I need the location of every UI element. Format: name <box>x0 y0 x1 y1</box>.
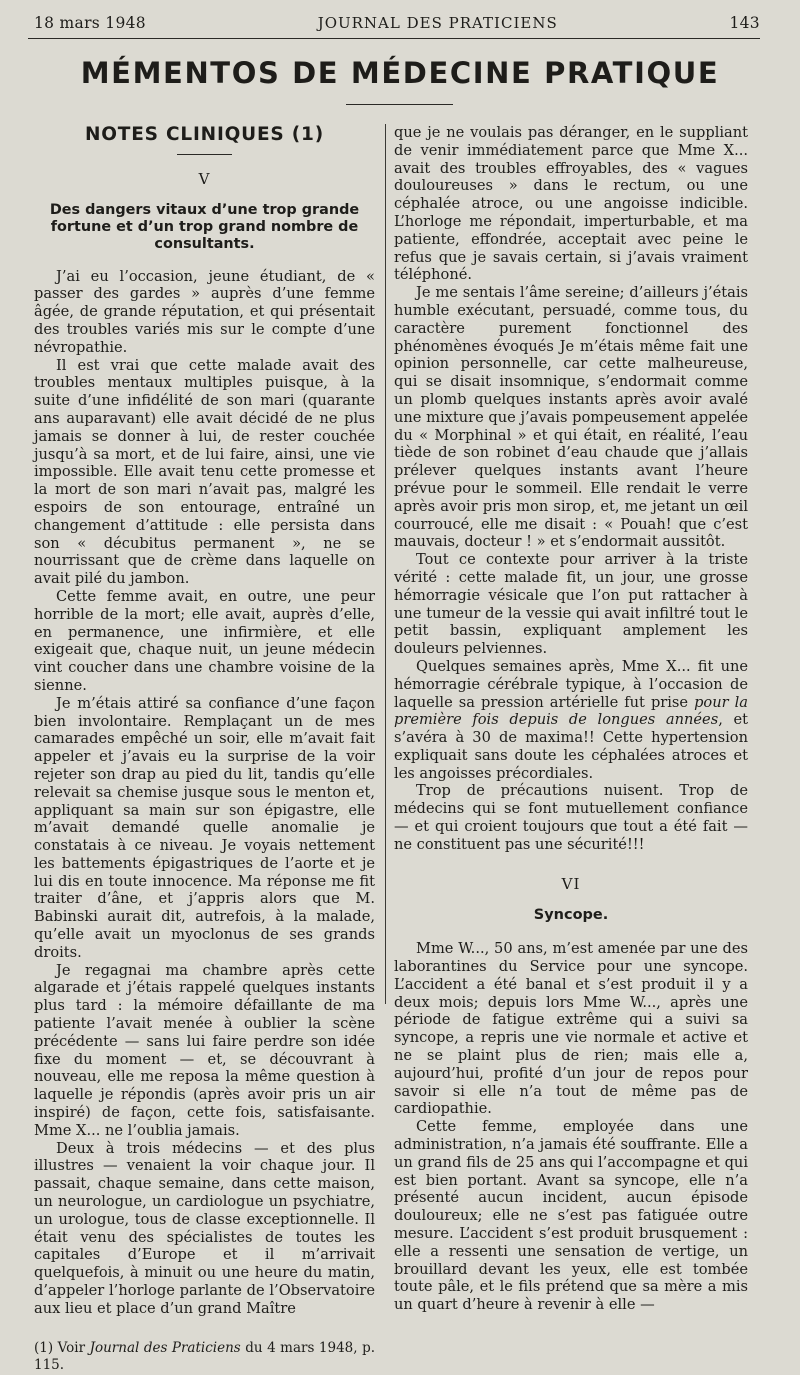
italic-phrase: pour la première fois depuis de longues années <box>394 693 748 729</box>
section-heading: Syncope. <box>533 907 609 924</box>
paragraph: que je ne voulais pas déranger, en le suppliant de venir immédiatement parce que Mme X... avait des troubles effroyables, des « vagues douloureuses » dans le rectum, ou une céphalée atroce, ou une angoisse indicible. L’horloge me répondait, imperturbable, et ma patiente, effondrée, acceptait avec peine le refus que je savais certain, si j’avais vraiment téléphoné. <box>394 124 748 284</box>
paragraph-end: , et s’avéra à 30 de maxima!! Cette hypertension expliquait sans doute les céphalées atroces et les angoisses précordiales. <box>394 711 749 782</box>
issue-date: 18 mars 1948 <box>34 14 146 32</box>
running-head <box>34 14 760 32</box>
paragraph: Trop de précautions nuisent. Trop de médecins qui se font mutuellement confiance — et qui croient toujours que tout a été fait — ne constituent pas une sécurité!!! <box>394 782 748 853</box>
journal-name: JOURNAL DES PRATICIENS <box>317 14 558 32</box>
section-number: VI <box>561 874 581 893</box>
paragraph: Cette femme avait, en outre, une peur horrible de la mort; elle avait, auprès d’elle, en permanence, une infirmière, et elle exigeait que, chaque nuit, un jeune médecin vint coucher dans une chambre voisine de la sienne. <box>34 587 375 694</box>
paragraph: J’ai eu l’occasion, jeune étudiant, de « passer des gardes » auprès d’une femme âgée, de grande réputation, et qui présentait des troubles variés mis sur le compte d’une névropathie. <box>34 267 375 356</box>
left-column <box>34 124 375 1375</box>
paragraph: Cette femme, employée dans une administration, n’a jamais été souffrante. Elle a un grand fils de 25 ans qui l’accompagne et qui est bien portant. Avant sa syncope, elle n’a présenté aucun incident, aucun épisode douloureux; elle ne s’est pas fatiguée outre mesure. L’accident s’est produit brusquement : elle a ressenti une sensation de vertige, un brouillard devant les yeux, elle est tombée toute pâle, et le fils prétend que sa mère a mis un quart d’heure à revenir à elle — <box>394 1118 748 1314</box>
footnote-prefix: (1) Voir <box>34 1339 90 1356</box>
paragraph: Je m’étais attiré sa confiance d’une façon bien involontaire. Remplaçant un de mes camarades empêché un soir, elle m’avait fait appeler et j’avais eu la surprise de la voir rejeter son drap au pied du lit, tandis qu’elle relevait sa chemise jusque sous le menton et, appliquant sa main sur son épigastre, elle m’avait demandé quelle anomalie je constatais à ce niveau. Je voyais nettement les battements épigastriques de l’aorte et je lui dis en toute innocence. Ma réponse me fit traiter d’âne, et j’appris alors que M. Babinski aurait dit, autrefois, à la malade, qu’elle avait un myoclonus de ses grands droits. <box>34 694 375 961</box>
notes-title-rule <box>177 154 232 155</box>
header-rule <box>28 38 760 39</box>
footnote-rest: du 4 mars 1948, p. 115. <box>34 1339 375 1374</box>
paragraph <box>394 658 748 783</box>
main-title: MÉMENTOS DE MÉDECINE PRATIQUE <box>80 56 720 90</box>
paragraph: Deux à trois médecins — et des plus illustres — venaient la voir chaque jour. Il passait, chaque semaine, dans cette maison, un neurologue, un cardiologue un psychiatre, un urologue, tous de classe exceptionnelle. Il était venu des spécialistes de toutes les capitales d’Europe et il m’arrivait quelquefois, à minuit ou une heure du matin, d’appeler l’horloge parlante de l’Observatoire aux lieu et place d’un grand Maître <box>34 1139 375 1317</box>
paragraph: Tout ce contexte pour arriver à la triste vérité : cette malade fit, un jour, une grosse hémorragie vésicale que l’on put rattacher à une tumeur de la vessie qui avait infiltré tout le petit bassin, expliquant amplement les douleurs pelviennes. <box>394 551 748 658</box>
paragraph: Il est vrai que cette malade avait des troubles mentaux multiples puisque, à la suite d’une infidélité de son mari (quarante ans auparavant) elle avait décidé de ne plus jamais se donner à lui, de rester couchée jusqu’à sa mort, et de lui faire, ainsi, une vie impossible. Elle avait tenu cette promesse et la mort de son mari n’avait pas, malgré les espoirs de son entourage, entraîné un changement d’attitude : elle persista dans son « décubitus permanent », ne se nourrissant que de crème dans laquelle on avait pilé du jambon. <box>34 356 375 588</box>
paragraph: Je me sentais l’âme sereine; d’ailleurs j’étais humble exécutant, persuadé, comme tous, du caractère purement fonctionnel des phénomènes évoqués Je m’étais même fait une opinion personnelle, car cette malheureuse, qui se disait insomnique, s’endormait comme un plomb quelques instants après avoir avalé une mixture que j’avais pompeusement appelée du « Morphinal » et qui était, en réalité, l’eau tiède de son robinet d’eau chaude que j’allais prélever quelques instants avant l’heure prévue pour le sommeil. Elle rendait le verre après avoir pris mon sirop, et, me jetant un œil courroucé, elle me disait : « Pouah! que c’est mauvais, docteur ! » et s’endormait aussitôt. <box>394 284 748 551</box>
paragraph: Mme W..., 50 ans, m’est amenée par une des laborantines du Service pour une syncope. L’accident a été banal et s’est produit il y a deux mois; depuis lors Mme W..., après une période de fatigue extrême qui a suivi sa syncope, a repris une vie normale et active et ne se plaint plus de rien; mais elle a, aujourd’hui, profité d’un jour de repos pour savoir si elle n’a tout de même pas de cardiopathie. <box>394 940 748 1118</box>
section-number: V <box>198 169 211 188</box>
page-number: 143 <box>729 14 760 32</box>
right-column <box>394 124 748 1314</box>
section-heading: Des dangers vitaux d’une trop grande fortune et d’un trop grand nombre de consultants. <box>49 201 360 252</box>
footnote <box>34 1340 375 1375</box>
footnote-journal: Journal des Praticiens <box>89 1339 241 1356</box>
paragraph: Je regagnai ma chambre après cette algarade et j’étais rappelé quelques instants plus tard : la mémoire défaillante de ma patiente l’avait menée à oublier la scène précédente — sans lui faire perdre son idée fixe du moment — et, se découvrant à nouveau, elle me reposa la même question à laquelle je répondis (après avoir pris un air inspiré) de façon, cette fois, satisfaisante. Mme X... ne l’oublia jamais. <box>34 961 375 1139</box>
column-divider <box>385 124 386 1004</box>
title-rule <box>346 104 453 105</box>
notes-title: NOTES CLINIQUES (1) <box>85 124 324 145</box>
paragraph-start: Quelques semaines après, Mme X... fit une hémorragie cérébrale typique, à l’occasion de laquelle sa pression artérielle fut prise <box>394 657 748 711</box>
